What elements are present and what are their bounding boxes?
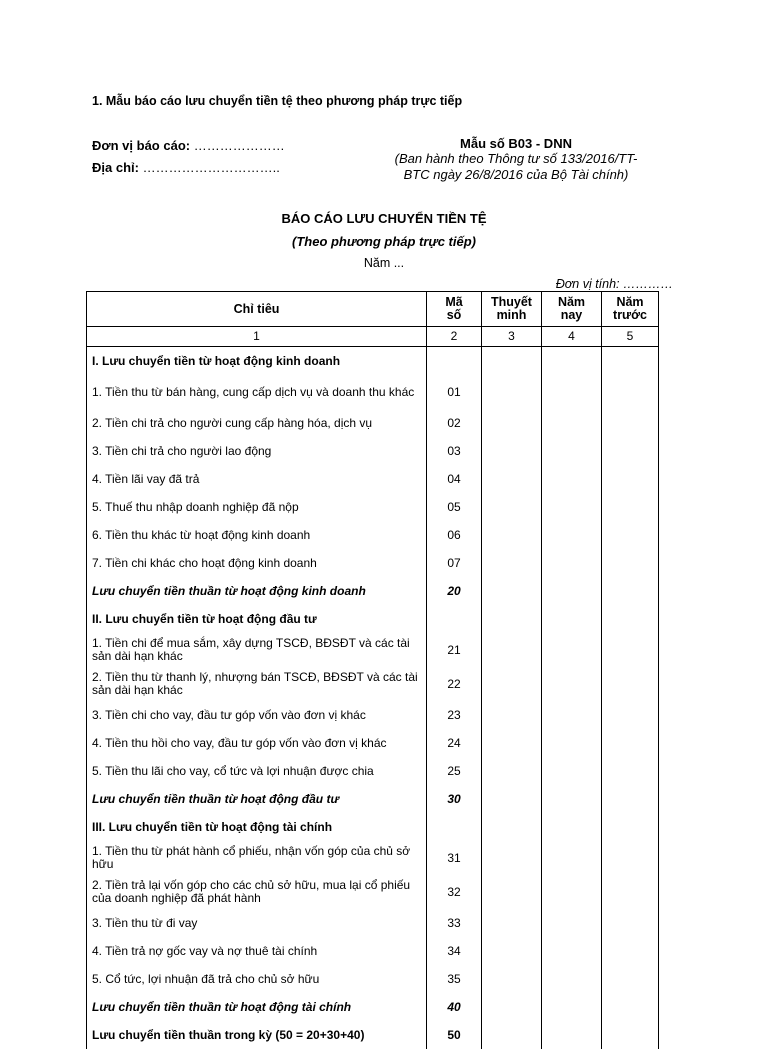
- row-note: [482, 605, 542, 633]
- row-code: 50: [427, 1021, 482, 1049]
- row-label: 1. Tiền thu từ phát hành cổ phiếu, nhận vốn góp của chủ sở hữu: [87, 841, 427, 875]
- form-number: Mẫu số B03 - DNN: [460, 136, 572, 151]
- row-this-year: [542, 493, 602, 521]
- address-value: …………………………..: [138, 160, 280, 175]
- table-row: [87, 633, 659, 667]
- row-last-year: [602, 841, 659, 875]
- reporting-unit-line: [92, 138, 285, 153]
- row-code: 31: [427, 841, 482, 875]
- row-last-year: [602, 993, 659, 1021]
- row-last-year: [602, 493, 659, 521]
- row-this-year: [542, 729, 602, 757]
- row-label: Lưu chuyển tiền thuần từ hoạt động kinh doanh: [87, 577, 427, 605]
- report-year: Năm ...: [363, 256, 405, 270]
- row-note: [482, 841, 542, 875]
- row-label: Lưu chuyển tiền thuần trong kỳ (50 = 20+30+40): [87, 1021, 427, 1049]
- row-label: III. Lưu chuyển tiền từ hoạt động tài chính: [87, 813, 427, 841]
- header-indicator: Chỉ tiêu: [87, 292, 427, 327]
- row-this-year: [542, 785, 602, 813]
- row-this-year: [542, 841, 602, 875]
- table-row: [87, 549, 659, 577]
- row-this-year: [542, 633, 602, 667]
- row-this-year: [542, 813, 602, 841]
- row-label: Lưu chuyển tiền thuần từ hoạt động đầu tư: [87, 785, 427, 813]
- row-label: Lưu chuyển tiền thuần từ hoạt động tài chính: [87, 993, 427, 1021]
- reporting-unit-label: Đơn vị báo cáo:: [92, 138, 191, 153]
- column-number: 5: [602, 327, 659, 347]
- row-note: [482, 993, 542, 1021]
- row-code: 35: [427, 965, 482, 993]
- row-code: 20: [427, 577, 482, 605]
- row-last-year: [602, 465, 659, 493]
- row-last-year: [602, 605, 659, 633]
- row-note: [482, 437, 542, 465]
- column-number: 1: [87, 327, 427, 347]
- row-note: [482, 729, 542, 757]
- table-row: [87, 785, 659, 813]
- row-code: 03: [427, 437, 482, 465]
- row-code: 21: [427, 633, 482, 667]
- row-note: [482, 521, 542, 549]
- currency-unit: Đơn vị tính: …………: [555, 277, 673, 291]
- row-code: 01: [427, 375, 482, 409]
- row-note: [482, 813, 542, 841]
- row-last-year: [602, 549, 659, 577]
- row-code: 05: [427, 493, 482, 521]
- row-last-year: [602, 909, 659, 937]
- row-label: 5. Tiền thu lãi cho vay, cổ tức và lợi nhuận được chia: [87, 757, 427, 785]
- row-last-year: [602, 937, 659, 965]
- row-last-year: [602, 437, 659, 465]
- row-code: 06: [427, 521, 482, 549]
- table-row: [87, 841, 659, 875]
- row-last-year: [602, 875, 659, 909]
- row-note: [482, 493, 542, 521]
- table-row: [87, 1021, 659, 1049]
- table-row: [87, 667, 659, 701]
- table-row: [87, 577, 659, 605]
- table-row: [87, 875, 659, 909]
- row-this-year: [542, 667, 602, 701]
- row-label: 1. Tiền chi để mua sắm, xây dựng TSCĐ, BĐSĐT và các tài sản dài hạn khác: [87, 633, 427, 667]
- row-last-year: [602, 375, 659, 409]
- cash-flow-table: [86, 291, 659, 1049]
- column-number: 2: [427, 327, 482, 347]
- column-number-row: [87, 327, 659, 347]
- row-last-year: [602, 347, 659, 376]
- row-code: [427, 605, 482, 633]
- row-this-year: [542, 521, 602, 549]
- table-row: [87, 465, 659, 493]
- row-label: 2. Tiền trả lại vốn góp cho các chủ sở hữu, mua lại cổ phiếu của doanh nghiệp đã phát hành: [87, 875, 427, 909]
- row-code: [427, 813, 482, 841]
- row-this-year: [542, 465, 602, 493]
- row-note: [482, 757, 542, 785]
- row-this-year: [542, 409, 602, 437]
- row-note: [482, 549, 542, 577]
- row-last-year: [602, 521, 659, 549]
- table-row: [87, 757, 659, 785]
- row-label: 7. Tiền chi khác cho hoạt động kinh doanh: [87, 549, 427, 577]
- table-row: [87, 965, 659, 993]
- table-row: [87, 729, 659, 757]
- table-row: [87, 375, 659, 409]
- row-note: [482, 465, 542, 493]
- row-this-year: [542, 757, 602, 785]
- row-last-year: [602, 785, 659, 813]
- row-label: 4. Tiền thu hồi cho vay, đầu tư góp vốn vào đơn vị khác: [87, 729, 427, 757]
- form-issuance-line-2: BTC ngày 26/8/2016 của Bộ Tài chính): [403, 167, 629, 182]
- header-note: Thuyết minh: [482, 292, 542, 327]
- row-label: 1. Tiền thu từ bán hàng, cung cấp dịch vụ và doanh thu khác: [87, 375, 427, 409]
- header-last-year: Năm trước: [602, 292, 659, 327]
- row-code: 02: [427, 409, 482, 437]
- row-code: 07: [427, 549, 482, 577]
- row-note: [482, 965, 542, 993]
- row-code: 24: [427, 729, 482, 757]
- row-label: 3. Tiền thu từ đi vay: [87, 909, 427, 937]
- row-this-year: [542, 577, 602, 605]
- row-note: [482, 909, 542, 937]
- column-number: 4: [542, 327, 602, 347]
- report-title: BÁO CÁO LƯU CHUYỂN TIỀN TỆ: [281, 211, 487, 226]
- row-last-year: [602, 577, 659, 605]
- row-last-year: [602, 409, 659, 437]
- row-this-year: [542, 375, 602, 409]
- table-row: [87, 493, 659, 521]
- row-this-year: [542, 437, 602, 465]
- row-code: 25: [427, 757, 482, 785]
- row-this-year: [542, 875, 602, 909]
- table-row: [87, 993, 659, 1021]
- column-number: 3: [482, 327, 542, 347]
- table-row: [87, 937, 659, 965]
- row-this-year: [542, 701, 602, 729]
- row-label: II. Lưu chuyển tiền từ hoạt động đầu tư: [87, 605, 427, 633]
- table-row: [87, 409, 659, 437]
- row-label: 6. Tiền thu khác từ hoạt động kinh doanh: [87, 521, 427, 549]
- table-row: [87, 909, 659, 937]
- row-last-year: [602, 729, 659, 757]
- document-heading: 1. Mẫu báo cáo lưu chuyển tiền tệ theo phương pháp trực tiếp: [92, 94, 463, 108]
- row-last-year: [602, 701, 659, 729]
- row-note: [482, 785, 542, 813]
- report-subtitle: (Theo phương pháp trực tiếp): [292, 234, 476, 249]
- row-code: 04: [427, 465, 482, 493]
- row-label: 4. Tiền lãi vay đã trả: [87, 465, 427, 493]
- row-this-year: [542, 605, 602, 633]
- row-note: [482, 937, 542, 965]
- row-last-year: [602, 633, 659, 667]
- row-this-year: [542, 1021, 602, 1049]
- row-code: 40: [427, 993, 482, 1021]
- row-code: [427, 347, 482, 376]
- table-row: [87, 437, 659, 465]
- row-note: [482, 409, 542, 437]
- row-label: 4. Tiền trả nợ gốc vay và nợ thuê tài chính: [87, 937, 427, 965]
- table-row: [87, 605, 659, 633]
- reporting-unit-value: …………………: [190, 138, 285, 153]
- row-last-year: [602, 813, 659, 841]
- row-this-year: [542, 993, 602, 1021]
- row-last-year: [602, 965, 659, 993]
- row-code: 23: [427, 701, 482, 729]
- address-label: Địa chỉ:: [92, 160, 139, 175]
- row-note: [482, 347, 542, 376]
- row-note: [482, 633, 542, 667]
- row-code: 34: [427, 937, 482, 965]
- row-label: 3. Tiền chi cho vay, đầu tư góp vốn vào đơn vị khác: [87, 701, 427, 729]
- form-issuance-line-1: (Ban hành theo Thông tư số 133/2016/TT-: [394, 151, 638, 166]
- row-this-year: [542, 965, 602, 993]
- row-code: 33: [427, 909, 482, 937]
- row-last-year: [602, 1021, 659, 1049]
- row-this-year: [542, 549, 602, 577]
- form-number-block: [360, 136, 672, 183]
- row-code: 32: [427, 875, 482, 909]
- table-row: [87, 347, 659, 376]
- row-this-year: [542, 937, 602, 965]
- row-last-year: [602, 667, 659, 701]
- row-label: 3. Tiền chi trả cho người lao động: [87, 437, 427, 465]
- header-this-year: Năm nay: [542, 292, 602, 327]
- address-line: [92, 160, 280, 175]
- table-header-row: [87, 292, 659, 327]
- row-note: [482, 667, 542, 701]
- row-label: 5. Thuế thu nhập doanh nghiệp đã nộp: [87, 493, 427, 521]
- row-code: 22: [427, 667, 482, 701]
- row-note: [482, 875, 542, 909]
- row-label: I. Lưu chuyển tiền từ hoạt động kinh doanh: [87, 347, 427, 376]
- header-code: Mã số: [427, 292, 482, 327]
- row-this-year: [542, 347, 602, 376]
- row-code: 30: [427, 785, 482, 813]
- row-this-year: [542, 909, 602, 937]
- table-row: [87, 521, 659, 549]
- table-row: [87, 813, 659, 841]
- row-note: [482, 375, 542, 409]
- row-note: [482, 701, 542, 729]
- row-note: [482, 577, 542, 605]
- row-last-year: [602, 757, 659, 785]
- row-label: 5. Cổ tức, lợi nhuận đã trả cho chủ sở hữu: [87, 965, 427, 993]
- row-label: 2. Tiền chi trả cho người cung cấp hàng hóa, dịch vụ: [87, 409, 427, 437]
- row-label: 2. Tiền thu từ thanh lý, nhượng bán TSCĐ, BĐSĐT và các tài sản dài hạn khác: [87, 667, 427, 701]
- row-note: [482, 1021, 542, 1049]
- table-row: [87, 701, 659, 729]
